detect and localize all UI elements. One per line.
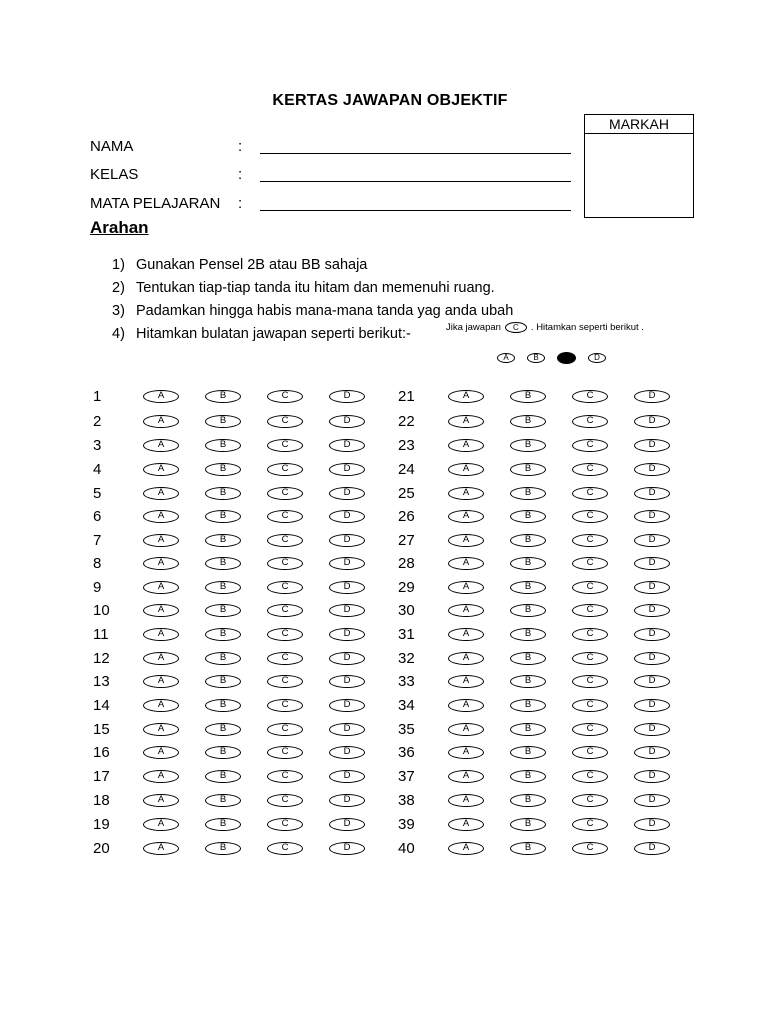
question-row [398,506,696,526]
answer-bubble-a[interactable]: A [448,770,484,783]
answer-bubble-d[interactable]: D [634,652,670,665]
answer-bubble-d[interactable]: D [634,746,670,759]
question-row [93,577,391,597]
example-bubble: B [527,353,545,363]
answer-bubble-a[interactable]: A [448,581,484,594]
answer-bubble-d[interactable]: D [329,557,365,570]
instruction-item [112,278,513,301]
question-row [93,483,391,503]
example-note [446,322,644,333]
answer-bubble-a[interactable]: A [448,487,484,500]
answer-bubble-a[interactable]: A [448,699,484,712]
answer-bubble-a[interactable]: A [448,746,484,759]
answer-bubble-b[interactable]: B [205,439,241,452]
answer-bubble-d[interactable]: D [329,699,365,712]
question-row [398,790,696,810]
question-number: 14 [93,696,110,714]
answer-bubble-b[interactable]: B [205,652,241,665]
answer-bubble-a[interactable]: A [448,390,484,403]
answer-bubble-c[interactable]: C [572,487,608,500]
answer-bubble-d[interactable]: D [634,463,670,476]
answer-bubble-c[interactable]: C [572,675,608,688]
answer-bubble-c[interactable]: C [267,652,303,665]
answer-bubble-b[interactable]: B [205,463,241,476]
answer-bubble-b[interactable]: B [205,604,241,617]
answer-bubble-a[interactable]: A [143,390,179,403]
answer-bubble-d[interactable]: D [329,794,365,807]
question-row [398,719,696,739]
question-number: 3 [93,436,102,454]
instruction-text: Gunakan Pensel 2B atau BB sahaja [136,257,368,273]
answer-bubble-c[interactable]: C [572,439,608,452]
answer-bubble-b[interactable]: B [205,628,241,641]
question-number: 5 [93,484,102,502]
answer-bubble-d[interactable]: D [634,415,670,428]
question-row [398,671,696,691]
answer-bubble-a[interactable]: A [448,439,484,452]
instruction-item [112,255,513,278]
markah-label: MARKAH [585,115,693,134]
answer-bubble-c[interactable]: C [572,746,608,759]
answer-bubble-d[interactable]: D [634,842,670,855]
answer-bubble-b[interactable]: B [205,842,241,855]
question-number: 9 [93,578,102,596]
answer-bubble-a[interactable]: A [448,794,484,807]
answer-bubble-b[interactable]: B [510,652,546,665]
answer-bubble-b[interactable]: B [510,487,546,500]
answer-bubble-b[interactable]: B [510,390,546,403]
answer-bubble-c[interactable]: C [267,628,303,641]
question-row [93,600,391,620]
field-colon: : [238,166,243,183]
question-number: 13 [93,672,110,690]
question-row [93,459,391,479]
answer-bubble-d[interactable]: D [329,723,365,736]
answer-bubble-b[interactable]: B [510,628,546,641]
answer-bubble-b[interactable]: B [510,770,546,783]
question-row [93,695,391,715]
question-number: 2 [93,412,102,430]
answer-bubble-c[interactable]: C [267,818,303,831]
question-row [398,483,696,503]
field-label-nama: NAMA [90,138,134,155]
answer-bubble-c[interactable]: C [572,581,608,594]
answer-bubble-c[interactable]: C [267,463,303,476]
question-row [398,577,696,597]
question-row [93,506,391,526]
answer-bubble-d[interactable]: D [329,628,365,641]
kelas-line[interactable] [260,181,571,182]
example-bubbles [497,352,618,364]
answer-bubble-d[interactable]: D [634,581,670,594]
answer-bubble-a[interactable]: A [143,794,179,807]
answer-bubble-b[interactable]: B [510,699,546,712]
answer-bubble-c[interactable]: C [267,557,303,570]
answer-bubble-a[interactable]: A [448,604,484,617]
question-number: 30 [398,601,415,619]
answer-bubble-b[interactable]: B [205,487,241,500]
field-colon: : [238,195,243,212]
answer-bubble-b[interactable]: B [510,557,546,570]
answer-bubble-b[interactable]: B [205,415,241,428]
answer-bubble-d[interactable]: D [329,439,365,452]
answer-bubble-b[interactable]: B [205,818,241,831]
answer-bubble-b[interactable]: B [510,463,546,476]
answer-bubble-a[interactable]: A [143,510,179,523]
answer-bubble-a[interactable]: A [448,818,484,831]
answer-bubble-d[interactable]: D [329,463,365,476]
answer-bubble-d[interactable]: D [329,510,365,523]
answer-bubble-a[interactable]: A [448,675,484,688]
answer-bubble-d[interactable]: D [329,415,365,428]
question-number: 25 [398,484,415,502]
example-note-after: . Hitamkan seperti berikut . [530,322,644,333]
answer-bubble-d[interactable]: D [634,770,670,783]
question-number: 28 [398,554,415,572]
answer-bubble-c[interactable]: C [572,699,608,712]
answer-bubble-b[interactable]: B [205,723,241,736]
answer-bubble-d[interactable]: D [634,439,670,452]
mata-pelajaran-line[interactable] [260,210,571,211]
answer-bubble-d[interactable]: D [329,652,365,665]
answer-bubble-b[interactable]: B [205,746,241,759]
question-row [93,742,391,762]
question-number: 7 [93,531,102,549]
question-number: 26 [398,507,415,525]
answer-bubble-c[interactable]: C [267,581,303,594]
question-number: 16 [93,743,110,761]
answer-bubble-c[interactable]: C [267,487,303,500]
answer-grid [0,386,768,860]
answer-bubble-b[interactable]: B [205,557,241,570]
answer-bubble-a[interactable]: A [143,723,179,736]
answer-bubble-d[interactable]: D [634,390,670,403]
question-row [93,814,391,834]
question-number: 11 [93,625,109,643]
answer-bubble-a[interactable]: A [143,463,179,476]
answer-bubble-d[interactable]: D [329,390,365,403]
question-row [398,411,696,431]
question-row [93,624,391,644]
instruction-number: 1) [112,257,125,273]
question-row [93,790,391,810]
answer-bubble-b[interactable]: B [205,390,241,403]
question-row [398,766,696,786]
answer-bubble-d[interactable]: D [634,510,670,523]
question-row [93,838,391,858]
question-row [398,386,696,406]
question-number: 17 [93,767,110,785]
answer-bubble-c[interactable]: C [572,628,608,641]
question-row [93,766,391,786]
answer-bubble-a[interactable]: A [448,534,484,547]
answer-bubble-d[interactable]: D [634,675,670,688]
question-row [398,553,696,573]
answer-bubble-a[interactable]: A [143,557,179,570]
question-number: 33 [398,672,415,690]
answer-bubble-b[interactable]: B [510,604,546,617]
page-title: KERTAS JAWAPAN OBJEKTIF [272,92,508,109]
answer-bubble-c[interactable]: C [572,415,608,428]
answer-bubble-b[interactable]: B [510,415,546,428]
answer-bubble-b[interactable]: B [510,842,546,855]
markah-box [584,114,694,218]
answer-bubble-c[interactable]: C [267,604,303,617]
answer-bubble-a[interactable]: A [143,487,179,500]
question-number: 31 [398,625,415,643]
answer-bubble-b[interactable]: B [510,818,546,831]
answer-bubble-b[interactable]: B [510,439,546,452]
answer-bubble-c[interactable]: C [267,794,303,807]
question-row [93,719,391,739]
answer-bubble-c[interactable]: C [267,746,303,759]
question-number: 8 [93,554,102,572]
question-row [398,742,696,762]
answer-bubble-c[interactable]: C [267,439,303,452]
question-number: 6 [93,507,102,525]
answer-bubble-d[interactable]: D [634,818,670,831]
arahan-heading: Arahan [90,218,149,237]
answer-bubble-c[interactable]: C [572,390,608,403]
answer-bubble-c[interactable]: C [572,534,608,547]
question-number: 20 [93,839,110,857]
answer-bubble-a[interactable]: A [143,842,179,855]
question-row [93,530,391,550]
answer-bubble-c[interactable]: C [572,723,608,736]
answer-bubble-d[interactable]: D [634,628,670,641]
answer-bubble-b[interactable]: B [510,746,546,759]
answer-bubble-a[interactable]: A [448,415,484,428]
question-number: 40 [398,839,415,857]
question-row [93,411,391,431]
answer-bubble-c[interactable]: C [267,842,303,855]
question-row [93,386,391,406]
answer-bubble-c[interactable]: C [572,842,608,855]
answer-bubble-c[interactable]: C [572,818,608,831]
answer-bubble-d[interactable]: D [329,604,365,617]
answer-bubble-b[interactable]: B [205,699,241,712]
answer-bubble-b[interactable]: B [510,534,546,547]
answer-bubble-a[interactable]: A [143,818,179,831]
example-filled-bubble [557,352,576,364]
answer-bubble-a[interactable]: A [448,557,484,570]
question-row [93,648,391,668]
answer-bubble-d[interactable]: D [329,746,365,759]
field-label-mata-pelajaran: MATA PELAJARAN [90,195,221,212]
example-note-before: Jika jawapan [446,322,501,333]
question-number: 36 [398,743,415,761]
example-bubble: D [588,353,606,363]
question-row [93,671,391,691]
answer-bubble-a[interactable]: A [143,628,179,641]
answer-bubble-d[interactable]: D [329,818,365,831]
answer-bubble-c[interactable]: C [267,699,303,712]
answer-bubble-c[interactable]: C [267,415,303,428]
answer-bubble-b[interactable]: B [205,510,241,523]
question-number: 10 [93,601,110,619]
answer-bubble-c[interactable]: C [267,390,303,403]
answer-bubble-b[interactable]: B [510,675,546,688]
answer-bubble-c[interactable]: C [267,675,303,688]
answer-bubble-c[interactable]: C [572,652,608,665]
answer-bubble-d[interactable]: D [329,675,365,688]
answer-bubble-a[interactable]: A [143,439,179,452]
answer-bubble-c[interactable]: C [572,510,608,523]
answer-bubble-c[interactable]: C [267,770,303,783]
question-number: 12 [93,649,110,667]
question-row [93,553,391,573]
question-row [398,435,696,455]
question-row [398,530,696,550]
answer-bubble-a[interactable]: A [143,746,179,759]
field-colon: : [238,138,243,155]
answer-bubble-b[interactable]: B [205,581,241,594]
answer-bubble-a[interactable]: A [143,581,179,594]
question-row [398,695,696,715]
answer-bubble-d[interactable]: D [634,604,670,617]
question-number: 24 [398,460,415,478]
question-number: 15 [93,720,110,738]
instruction-number: 4) [112,326,125,342]
question-number: 22 [398,412,415,430]
answer-bubble-a[interactable]: A [448,652,484,665]
answer-bubble-a[interactable]: A [143,652,179,665]
instruction-text: Padamkan hingga habis mana-mana tanda yag anda ubah [136,303,514,319]
answer-bubble-a[interactable]: A [143,699,179,712]
answer-bubble-d[interactable]: D [329,487,365,500]
nama-line[interactable] [260,153,571,154]
question-number: 32 [398,649,415,667]
answer-bubble-c[interactable]: C [267,534,303,547]
answer-bubble-d[interactable]: D [329,842,365,855]
answer-bubble-c[interactable]: C [267,510,303,523]
question-row [93,435,391,455]
instruction-item [112,301,513,324]
question-number: 18 [93,791,110,809]
answer-bubble-a[interactable]: A [448,842,484,855]
answer-bubble-a[interactable]: A [448,723,484,736]
answer-bubble-d[interactable]: D [634,534,670,547]
answer-bubble-d[interactable]: D [634,699,670,712]
answer-bubble-d[interactable]: D [634,794,670,807]
answer-bubble-a[interactable]: A [143,415,179,428]
instruction-number: 3) [112,303,125,319]
answer-bubble-b[interactable]: B [510,723,546,736]
question-row [398,459,696,479]
answer-bubble-c[interactable]: C [572,463,608,476]
answer-bubble-c[interactable]: C [267,723,303,736]
question-row [398,600,696,620]
question-row [398,648,696,668]
answer-bubble-b[interactable]: B [510,581,546,594]
instructions-list [112,255,513,347]
answer-bubble-a[interactable]: A [448,510,484,523]
question-number: 27 [398,531,415,549]
answer-bubble-d[interactable]: D [634,487,670,500]
answer-bubble-a[interactable]: A [448,463,484,476]
answer-bubble-b[interactable]: B [205,534,241,547]
answer-bubble-d[interactable]: D [329,770,365,783]
field-label-kelas: KELAS [90,166,139,183]
answer-bubble-c[interactable]: C [572,794,608,807]
question-number: 37 [398,767,415,785]
answer-bubble-d[interactable]: D [329,534,365,547]
answer-bubble-a[interactable]: A [143,534,179,547]
answer-bubble-c[interactable]: C [572,770,608,783]
example-choice-bubble: C [505,322,527,333]
answer-bubble-a[interactable]: A [448,628,484,641]
answer-bubble-d[interactable]: D [329,581,365,594]
question-number: 23 [398,436,415,454]
question-number: 4 [93,460,102,478]
answer-bubble-c[interactable]: C [572,557,608,570]
question-row [398,838,696,858]
answer-bubble-d[interactable]: D [634,723,670,736]
answer-bubble-b[interactable]: B [205,794,241,807]
question-number: 34 [398,696,415,714]
question-number: 38 [398,791,415,809]
answer-bubble-d[interactable]: D [634,557,670,570]
question-number: 21 [398,387,415,405]
answer-bubble-a[interactable]: A [143,770,179,783]
answer-bubble-b[interactable]: B [510,510,546,523]
question-number: 35 [398,720,415,738]
example-bubble: A [497,353,515,363]
question-number: 39 [398,815,415,833]
instruction-text: Hitamkan bulatan jawapan seperti berikut:- [136,326,411,342]
answer-bubble-b[interactable]: B [510,794,546,807]
question-number: 19 [93,815,110,833]
answer-bubble-a[interactable]: A [143,604,179,617]
answer-bubble-a[interactable]: A [143,675,179,688]
instruction-text: Tentukan tiap-tiap tanda itu hitam dan memenuhi ruang. [136,280,495,296]
question-row [398,814,696,834]
instruction-number: 2) [112,280,125,296]
question-row [398,624,696,644]
question-number: 29 [398,578,415,596]
answer-bubble-b[interactable]: B [205,770,241,783]
question-number: 1 [93,387,102,405]
answer-bubble-c[interactable]: C [572,604,608,617]
answer-bubble-b[interactable]: B [205,675,241,688]
